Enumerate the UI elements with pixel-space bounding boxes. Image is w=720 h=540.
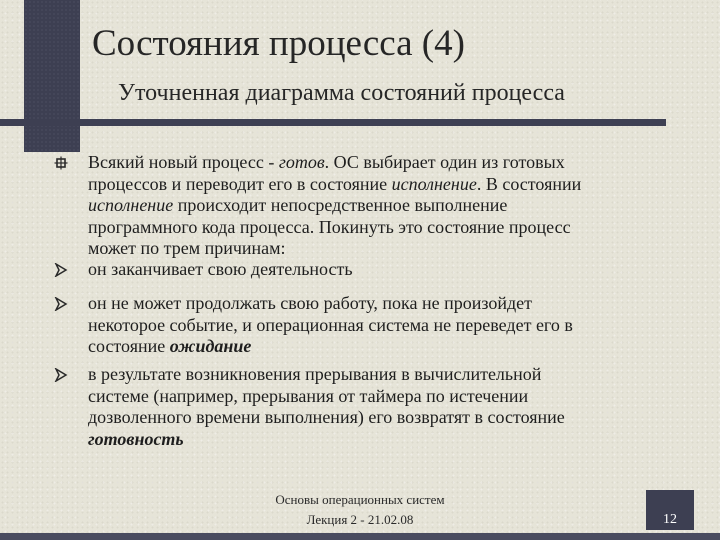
arrow-bullet-icon	[54, 263, 68, 277]
text-line: системе (например, прерывания от таймера по истечении	[88, 385, 529, 406]
text-line: готовность	[88, 428, 184, 449]
page-number: 12	[646, 490, 694, 530]
title-divider	[0, 119, 666, 126]
text-line: Всякий новый процесс - готов. ОС выбирает один из готовых	[88, 152, 565, 172]
arrow-bullet-icon	[54, 368, 68, 382]
square-bullet-icon	[54, 156, 68, 170]
slide-title: Состояния процесса (4)	[92, 23, 465, 64]
item-text	[88, 364, 648, 450]
text-line: он заканчивает свою деятельность	[88, 259, 353, 279]
text-line: исполнение происходит непосредственное выполнение	[88, 195, 508, 215]
arrow-bullet-icon	[54, 297, 68, 311]
text-line: процессов и переводит его в состояние исполнение. В состоянии	[88, 173, 582, 194]
footer-course: Основы операционных систем	[275, 492, 445, 507]
item-text	[88, 293, 648, 358]
text-line: он не может продолжать свою работу, пока не произойдет	[88, 293, 532, 313]
item-text	[88, 259, 648, 281]
item-text	[88, 152, 648, 260]
text-line: может по трем причинам:	[88, 238, 286, 258]
text-line: в результате возникновения прерывания в вычислительной	[88, 364, 542, 384]
text-line: некоторое событие, и операционная система не переведет его в	[88, 314, 573, 335]
footer-lecture: Лекция 2 - 21.02.08	[306, 512, 414, 527]
slide-subtitle: Уточненная диаграмма состояний процесса	[118, 80, 565, 106]
text-line: программного кода процесса. Покинуть это состояние процесс	[88, 216, 571, 237]
text-line: дозволенного времени выполнения) его возвратят в состояние	[88, 407, 565, 427]
bottom-strip	[0, 533, 720, 540]
slide-footer	[270, 490, 450, 530]
text-line: состояние ожидание	[88, 336, 252, 356]
left-decor-bar	[24, 0, 80, 152]
